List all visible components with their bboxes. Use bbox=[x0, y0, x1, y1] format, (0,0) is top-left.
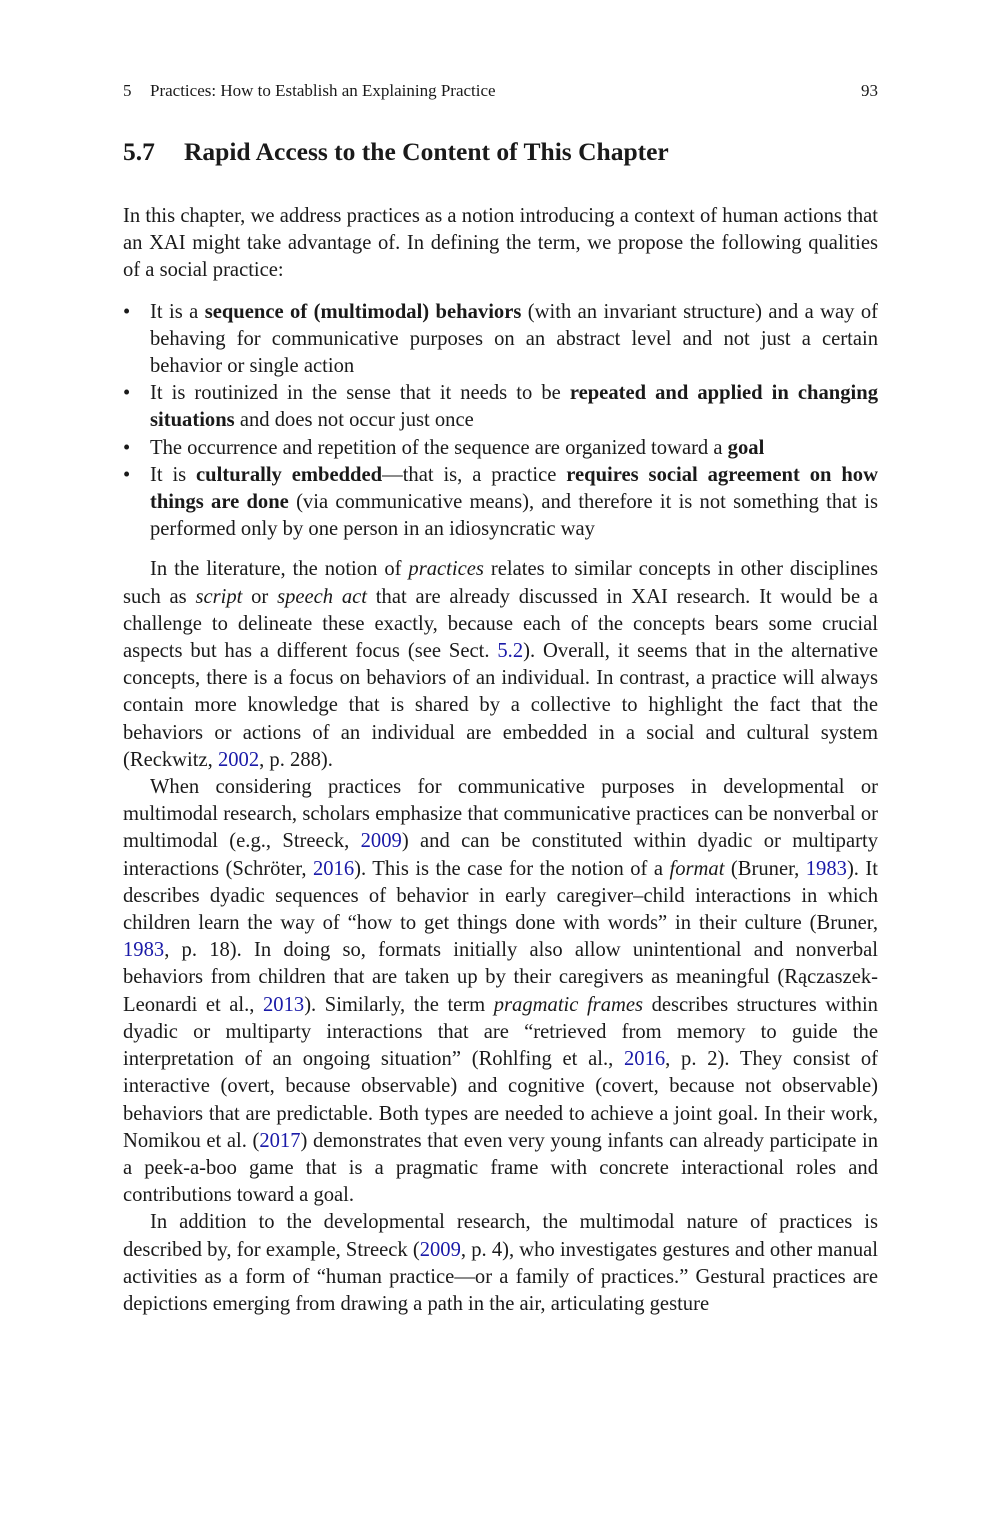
citation-link[interactable]: 1983 bbox=[805, 857, 847, 880]
italic-term: script bbox=[195, 585, 243, 608]
section-heading bbox=[123, 136, 669, 168]
citation-link[interactable]: 2017 bbox=[259, 1129, 301, 1152]
italic-term: pragmatic frames bbox=[493, 993, 644, 1016]
qualities-list bbox=[123, 299, 878, 544]
list-item: • The occurrence and repetition of the sequence are organized toward a goal bbox=[123, 435, 878, 462]
paragraph-communicative-practices: When considering practices for communicative purposes in developmental or multimodal research, scholars emphasize that communicative practices can be nonverbal or multimodal (e.g., Streeck, 2009) and can be constituted within dyadic or multiparty interactions (Schröter, 2016). This is the case for the notion of a format (Bruner, 1983). It describes dyadic sequences of behavior in early caregiver–child interactions in which children learn the way of “how to get things done with words” in their culture (Bruner, 1983, p. 18). In doing so, formats initially also allow unintentional and nonverbal behaviors from children that are taken up by their caregivers as meaningful (Rączaszek-Leonardi et al., 2013). Similarly, the term pragmatic frames describes structures within dyadic or multiparty interactions that are “retrieved from memory to guide the interpretation of an ongoing situation” (Rohlfing et al., 2016, p. 2). They consist of interactive (overt, because observable) and cognitive (covert, because not observable) behaviors that are predictable. Both types are needed to achieve a joint goal. In their work, Nomikou et al. (2017) demonstrates that even very young infants can already participate in a peek-a-boo game that is a pragmatic frame with concrete interactional roles and contributions toward a goal. bbox=[123, 776, 878, 1207]
intro-paragraph: In this chapter, we address practices as a notion introducing a context of human actions that an XAI might take advantage of. In defining the term, we propose the following qualities of a social practice: bbox=[123, 205, 878, 282]
italic-term: practices bbox=[408, 558, 484, 581]
citation-link[interactable]: 5.2 bbox=[497, 640, 524, 663]
bullet-icon: • bbox=[123, 436, 131, 459]
body-text bbox=[123, 203, 878, 1318]
chapter-number: 5 bbox=[123, 81, 132, 100]
running-head bbox=[123, 80, 878, 102]
bold-term: repeated and applied in changing situations bbox=[150, 382, 878, 432]
bold-term: culturally embedded bbox=[196, 463, 383, 486]
bold-term: sequence of (multimodal) behaviors bbox=[204, 300, 522, 323]
paragraph-multimodal-nature: In addition to the developmental research, the multimodal nature of practices is described by, for example, Streeck (2009, p. 4), who investigates gestures and other manual activities as a form of “human practice—or a family of practices.” Gestural practices are depictions emerging from drawing a path in the air, articulating gesture bbox=[123, 1211, 878, 1315]
citation-link[interactable]: 2002 bbox=[217, 748, 260, 771]
italic-term: speech act bbox=[277, 585, 368, 608]
citation-link[interactable]: 2016 bbox=[312, 857, 355, 880]
citation-link[interactable]: 2016 bbox=[623, 1048, 666, 1071]
list-item: • It is culturally embedded—that is, a practice requires social agreement on how things are done (via communicative means), and therefore it is not something that is performed only by one person in an idiosyncratic way bbox=[123, 463, 878, 541]
list-item: • It is a sequence of (multimodal) behaviors (with an invariant structure) and a way of behaving for communicative purposes on an abstract level and not just a certain behavior or single action bbox=[123, 300, 878, 378]
chapter-title: Practices: How to Establish an Explaining Practice bbox=[150, 81, 496, 100]
citation-link[interactable]: 2013 bbox=[263, 993, 305, 1016]
bullet-icon: • bbox=[123, 300, 131, 323]
paragraph-literature: In the literature, the notion of practices relates to similar concepts in other disciplines such as script or speech act that are already discussed in XAI research. It would be a challenge to delineate these exactly, because each of the concepts bears some crucial aspects but has a different focus (see Sect. 5.2). Overall, it seems that in the alternative concepts, there is a focus on behaviors of an individual. In contrast, a practice will always contain more knowledge that is shared by a collective to highlight the fact that the behaviors or actions of an individual are embedded in a social and cultural system (Reckwitz, 2002, p. 288). bbox=[123, 558, 879, 771]
italic-term: format bbox=[669, 857, 725, 880]
bullet-icon: • bbox=[123, 463, 131, 486]
list-item: • It is routinized in the sense that it needs to be repeated and applied in changing situations and does not occur just once bbox=[123, 382, 878, 432]
citation-link[interactable]: 2009 bbox=[360, 830, 402, 853]
citation-link[interactable]: 2009 bbox=[419, 1238, 461, 1261]
section-title: Rapid Access to the Content of This Chapter bbox=[184, 137, 669, 166]
bold-term: goal bbox=[727, 436, 765, 459]
bullet-icon: • bbox=[123, 382, 131, 405]
section-number: 5.7 bbox=[123, 137, 155, 166]
page-number: 93 bbox=[861, 81, 878, 100]
bold-term: requires social agreement on how things are done bbox=[150, 463, 878, 514]
citation-link[interactable]: 1983 bbox=[123, 939, 165, 962]
